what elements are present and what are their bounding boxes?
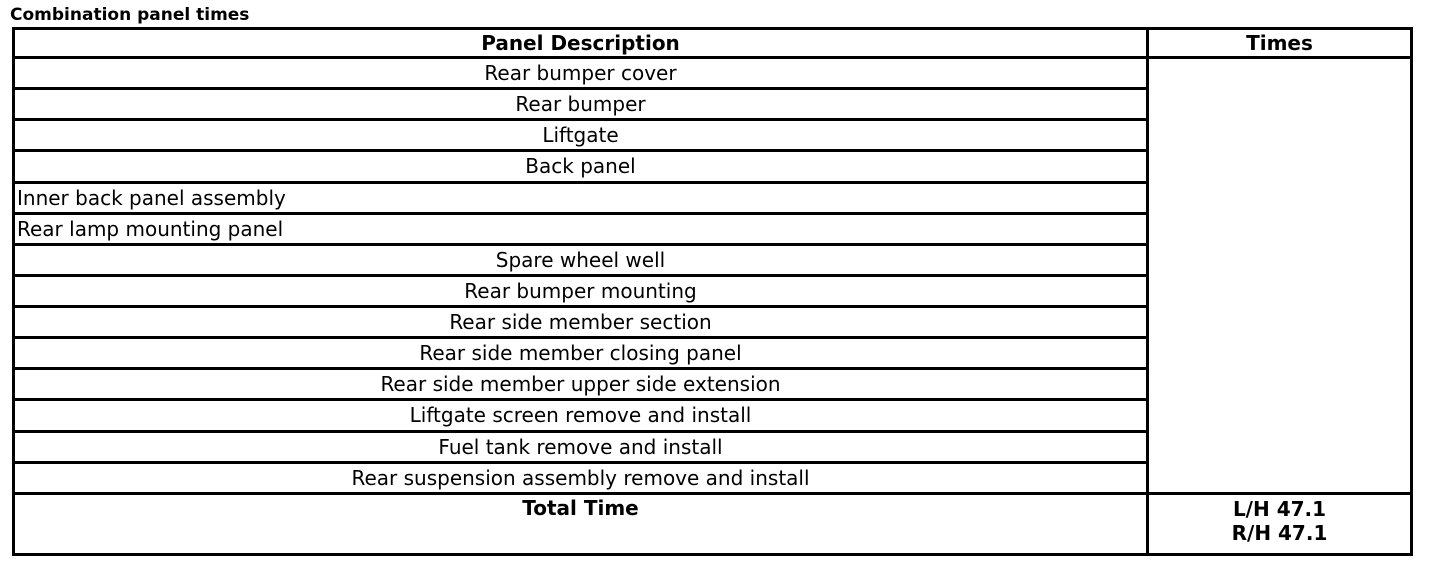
- total-time-rh: R/H 47.1: [1231, 520, 1328, 545]
- panel-description-cell: Rear bumper cover: [14, 58, 1148, 89]
- panel-description-cell: Inner back panel assembly: [14, 182, 1148, 213]
- total-time-values: [1148, 493, 1412, 554]
- times-merged-cell: [1148, 58, 1412, 494]
- panel-description-cell: Rear side member section: [14, 307, 1148, 338]
- panel-description-cell: Rear side member closing panel: [14, 338, 1148, 369]
- panel-description-cell: Fuel tank remove and install: [14, 431, 1148, 462]
- total-time-label: Total Time: [14, 493, 1148, 554]
- panel-description-cell: Liftgate: [14, 120, 1148, 151]
- header-panel-description: Panel Description: [14, 29, 1148, 58]
- panel-description-cell: Liftgate screen remove and install: [14, 400, 1148, 431]
- table-caption: Combination panel times: [10, 5, 250, 25]
- panel-description-cell: Rear bumper mounting: [14, 275, 1148, 306]
- header-row: [14, 29, 1412, 58]
- panel-description-cell: Spare wheel well: [14, 244, 1148, 275]
- panel-description-cell: Rear lamp mounting panel: [14, 213, 1148, 244]
- panel-description-cell: Back panel: [14, 151, 1148, 182]
- panel-description-cell: Rear bumper: [14, 89, 1148, 120]
- panel-description-cell: Rear suspension assembly remove and install: [14, 462, 1148, 493]
- table-body: [14, 58, 1412, 555]
- header-times: Times: [1148, 29, 1412, 58]
- total-time-lh: L/H 47.1: [1232, 496, 1327, 521]
- total-row: [14, 493, 1412, 554]
- combination-panel-times-table: [12, 27, 1413, 556]
- table-row: [14, 58, 1412, 89]
- panel-description-cell: Rear side member upper side extension: [14, 369, 1148, 400]
